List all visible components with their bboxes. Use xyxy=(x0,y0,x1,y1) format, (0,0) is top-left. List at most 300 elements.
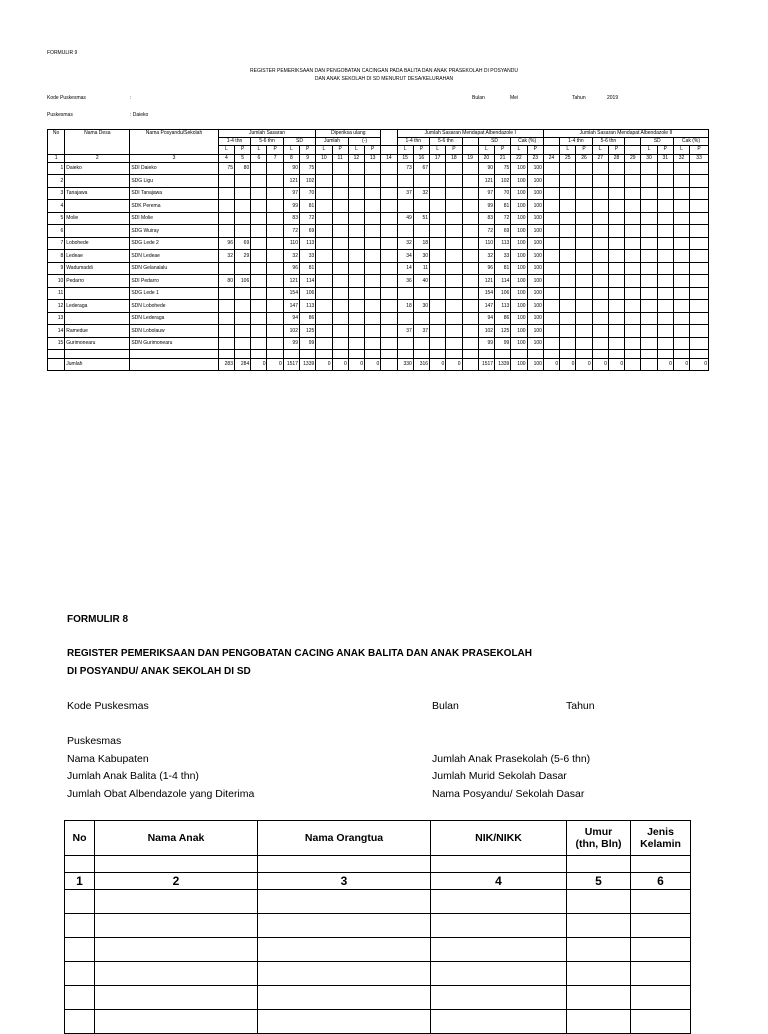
table-cell: 36 xyxy=(397,275,413,288)
table-cell xyxy=(608,162,624,175)
table-cell: 96 xyxy=(218,237,234,250)
table-cell xyxy=(576,275,592,288)
table-cell: 102 xyxy=(299,175,315,188)
table-cell xyxy=(332,250,348,263)
table-cell: 11 xyxy=(413,262,429,275)
table-cell xyxy=(690,237,709,250)
table-cell xyxy=(690,275,709,288)
f8-puskesmas-label: Puskesmas xyxy=(67,735,122,747)
table-cell xyxy=(560,325,576,338)
register-title-line1: REGISTER PEMERIKSAAN DAN PENGOBATAN CACINGAN PADA BALITA DAN ANAK PRASEKOLAH DI POSYANDU xyxy=(250,68,518,74)
table-cell xyxy=(267,300,283,313)
table-cell xyxy=(430,237,446,250)
table-cell xyxy=(560,275,576,288)
table-cell xyxy=(673,212,689,225)
table-cell xyxy=(365,225,381,238)
table-cell: 99 xyxy=(283,337,299,350)
table-cell xyxy=(430,312,446,325)
table-cell: 0 xyxy=(576,358,592,371)
table-cell xyxy=(381,312,397,325)
table-cell xyxy=(608,287,624,300)
table-cell: 0 xyxy=(543,358,559,371)
column-number: 17 xyxy=(430,154,446,162)
table-cell xyxy=(365,300,381,313)
table-cell xyxy=(543,200,559,213)
table-cell xyxy=(592,250,608,263)
table-cell xyxy=(381,187,397,200)
table-cell xyxy=(462,325,478,338)
table-cell xyxy=(316,175,332,188)
table-cell xyxy=(560,250,576,263)
table-cell xyxy=(576,250,592,263)
table-cell: 113 xyxy=(299,300,315,313)
table-cell xyxy=(673,275,689,288)
table-cell xyxy=(267,162,283,175)
table-cell xyxy=(397,287,413,300)
table-cell xyxy=(348,300,364,313)
table-cell xyxy=(267,237,283,250)
table-cell xyxy=(608,337,624,350)
table-cell xyxy=(592,162,608,175)
table-cell xyxy=(560,187,576,200)
table-cell xyxy=(657,162,673,175)
column-number: 14 xyxy=(381,154,397,162)
table-cell xyxy=(446,250,462,263)
table-cell: 100 xyxy=(527,262,543,275)
table-row xyxy=(48,212,709,225)
register-table xyxy=(47,129,709,371)
table-cell xyxy=(690,212,709,225)
table-cell xyxy=(381,337,397,350)
row-number: 9 xyxy=(48,262,65,275)
table-cell xyxy=(625,187,641,200)
table-cell xyxy=(397,225,413,238)
table-cell xyxy=(576,325,592,338)
f8-kabupaten-label: Nama Kabupaten xyxy=(67,753,149,765)
table-cell xyxy=(576,200,592,213)
table-cell xyxy=(365,287,381,300)
table-cell xyxy=(267,337,283,350)
table-cell xyxy=(267,287,283,300)
table-cell xyxy=(673,200,689,213)
table-cell xyxy=(608,262,624,275)
table-cell xyxy=(446,200,462,213)
table-cell: 100 xyxy=(511,337,527,350)
table-cell xyxy=(446,225,462,238)
table-cell xyxy=(348,325,364,338)
column-number: 27 xyxy=(592,154,608,162)
table-cell xyxy=(560,175,576,188)
table-cell: 37 xyxy=(397,325,413,338)
table-cell xyxy=(673,225,689,238)
table-row xyxy=(48,312,709,325)
table-cell: 100 xyxy=(511,250,527,263)
table-cell xyxy=(641,225,657,238)
table-cell xyxy=(543,325,559,338)
table-cell xyxy=(462,262,478,275)
table-cell xyxy=(218,325,234,338)
table-cell: 18 xyxy=(413,237,429,250)
table-cell xyxy=(381,287,397,300)
row-number: 4 xyxy=(48,200,65,213)
column-number: 16 xyxy=(413,154,429,162)
table-cell: 100 xyxy=(511,325,527,338)
row-sekolah: SDG Lede 2 xyxy=(130,237,218,250)
table-cell xyxy=(332,312,348,325)
table-cell xyxy=(251,287,267,300)
table-cell xyxy=(543,162,559,175)
table-cell xyxy=(332,325,348,338)
table-cell: 100 xyxy=(511,312,527,325)
table-cell: 18 xyxy=(397,300,413,313)
total-row xyxy=(48,358,709,371)
table-cell xyxy=(608,312,624,325)
f8-empty-row xyxy=(65,986,691,1010)
row-sekolah: SDN Lobolauw xyxy=(130,325,218,338)
table-cell xyxy=(365,237,381,250)
table-cell: 99 xyxy=(299,337,315,350)
table-row xyxy=(48,325,709,338)
f8-col-jenis-kelamin: Jenis Kelamin xyxy=(631,821,691,856)
table-cell: 100 xyxy=(511,225,527,238)
table-cell xyxy=(576,212,592,225)
table-cell xyxy=(462,300,478,313)
row-sekolah: SDI Pedarro xyxy=(130,275,218,288)
table-cell xyxy=(576,187,592,200)
table-cell xyxy=(218,212,234,225)
table-cell: 100 xyxy=(511,237,527,250)
table-cell xyxy=(462,175,478,188)
table-cell xyxy=(641,337,657,350)
table-cell xyxy=(234,300,250,313)
column-number: 21 xyxy=(495,154,511,162)
column-number: 23 xyxy=(527,154,543,162)
table-cell: 100 xyxy=(511,287,527,300)
table-cell xyxy=(625,225,641,238)
table-cell: 0 xyxy=(592,358,608,371)
table-cell xyxy=(657,325,673,338)
table-cell xyxy=(251,237,267,250)
table-cell xyxy=(576,175,592,188)
table-cell xyxy=(316,225,332,238)
row-desa: Wadumaddi xyxy=(65,262,130,275)
column-number: 7 xyxy=(267,154,283,162)
table-cell xyxy=(673,162,689,175)
table-cell xyxy=(462,225,478,238)
table-cell xyxy=(365,187,381,200)
table-row xyxy=(48,200,709,213)
table-cell xyxy=(608,212,624,225)
table-cell xyxy=(462,162,478,175)
table-cell xyxy=(625,200,641,213)
table-cell xyxy=(673,287,689,300)
table-cell xyxy=(348,312,364,325)
table-cell xyxy=(332,187,348,200)
table-cell xyxy=(316,300,332,313)
table-cell xyxy=(365,325,381,338)
table-cell xyxy=(462,312,478,325)
table-cell xyxy=(234,200,250,213)
table-cell xyxy=(267,175,283,188)
table-cell: 75 xyxy=(218,162,234,175)
table-cell xyxy=(625,212,641,225)
table-cell xyxy=(576,312,592,325)
table-cell xyxy=(446,187,462,200)
table-cell: 32 xyxy=(478,250,494,263)
table-cell: 0 xyxy=(348,358,364,371)
column-number: 19 xyxy=(462,154,478,162)
f8-col-nama-anak: Nama Anak xyxy=(95,821,258,856)
table-cell xyxy=(641,175,657,188)
table-cell xyxy=(251,212,267,225)
column-number: 5 xyxy=(234,154,250,162)
table-row xyxy=(48,175,709,188)
column-number: 4 xyxy=(218,154,234,162)
table-cell xyxy=(657,237,673,250)
row-number: 13 xyxy=(48,312,65,325)
table-cell xyxy=(576,337,592,350)
table-cell xyxy=(251,262,267,275)
table-cell: 97 xyxy=(478,187,494,200)
table-cell xyxy=(608,300,624,313)
table-cell: 121 xyxy=(283,175,299,188)
table-row xyxy=(48,275,709,288)
table-cell: 114 xyxy=(299,275,315,288)
table-cell xyxy=(365,275,381,288)
table-cell xyxy=(673,262,689,275)
table-cell xyxy=(446,300,462,313)
table-cell: 0 xyxy=(560,358,576,371)
table-cell xyxy=(316,275,332,288)
table-cell xyxy=(218,300,234,313)
table-cell xyxy=(316,262,332,275)
table-cell xyxy=(543,225,559,238)
table-cell: 33 xyxy=(495,250,511,263)
bulan-value: Mei xyxy=(510,95,519,101)
table-cell xyxy=(673,175,689,188)
table-cell xyxy=(234,312,250,325)
table-cell xyxy=(430,275,446,288)
table-cell: 106 xyxy=(234,275,250,288)
table-cell: 30 xyxy=(413,300,429,313)
table-cell xyxy=(446,337,462,350)
table-cell xyxy=(641,312,657,325)
table-cell: 1517 xyxy=(283,358,299,371)
table-cell xyxy=(560,200,576,213)
table-cell xyxy=(381,212,397,225)
table-cell: 1339 xyxy=(495,358,511,371)
table-cell xyxy=(690,312,709,325)
col-albendazole2-header: Jumlah Sasaran Mendapat Albendazole II xyxy=(543,130,708,138)
table-cell: 72 xyxy=(495,212,511,225)
table-cell xyxy=(657,287,673,300)
table-cell xyxy=(673,312,689,325)
table-cell: 147 xyxy=(283,300,299,313)
row-desa: Ledeae xyxy=(65,250,130,263)
table-cell xyxy=(365,200,381,213)
table-cell: 100 xyxy=(527,337,543,350)
table-cell xyxy=(641,300,657,313)
table-cell: 83 xyxy=(283,212,299,225)
table-cell: 51 xyxy=(413,212,429,225)
table-cell xyxy=(641,358,657,371)
table-cell xyxy=(446,237,462,250)
table-cell: 99 xyxy=(478,337,494,350)
table-cell xyxy=(592,312,608,325)
row-desa xyxy=(65,200,130,213)
table-cell xyxy=(625,175,641,188)
table-cell xyxy=(673,337,689,350)
table-cell xyxy=(608,250,624,263)
f8-posyandu-label: Nama Posyandu/ Sekolah Dasar xyxy=(432,788,585,800)
table-cell xyxy=(543,275,559,288)
column-number: 31 xyxy=(657,154,673,162)
table-cell: 113 xyxy=(299,237,315,250)
table-cell xyxy=(592,275,608,288)
table-cell xyxy=(332,237,348,250)
table-cell xyxy=(608,187,624,200)
column-number: 20 xyxy=(478,154,494,162)
table-cell: 32 xyxy=(283,250,299,263)
table-cell: 69 xyxy=(299,225,315,238)
table-cell xyxy=(332,337,348,350)
table-cell xyxy=(397,175,413,188)
table-cell: 100 xyxy=(511,275,527,288)
table-cell xyxy=(625,300,641,313)
table-cell: 81 xyxy=(495,262,511,275)
table-cell xyxy=(576,262,592,275)
table-cell xyxy=(592,187,608,200)
table-cell xyxy=(316,200,332,213)
table-cell xyxy=(576,287,592,300)
table-row xyxy=(48,237,709,250)
table-cell xyxy=(251,250,267,263)
table-cell xyxy=(673,250,689,263)
table-cell xyxy=(576,237,592,250)
table-cell xyxy=(690,262,709,275)
table-cell xyxy=(657,200,673,213)
table-cell xyxy=(462,358,478,371)
row-sekolah: SDN Ledeae xyxy=(130,250,218,263)
table-cell xyxy=(348,275,364,288)
column-number: 9 xyxy=(299,154,315,162)
table-cell xyxy=(543,262,559,275)
table-cell xyxy=(413,337,429,350)
table-cell: 100 xyxy=(527,287,543,300)
register-title-line2: DAN ANAK SEKOLAH DI SD MENURUT DESA/KELURAHAN xyxy=(314,76,454,82)
table-cell xyxy=(234,225,250,238)
table-cell xyxy=(430,250,446,263)
col-no-header: No xyxy=(48,130,65,138)
column-number: 24 xyxy=(543,154,559,162)
table-cell: 100 xyxy=(527,175,543,188)
table-cell: 316 xyxy=(413,358,429,371)
table-cell xyxy=(267,312,283,325)
table-cell xyxy=(625,287,641,300)
table-cell xyxy=(332,200,348,213)
table-cell: 283 xyxy=(218,358,234,371)
table-cell xyxy=(608,275,624,288)
table-cell xyxy=(641,237,657,250)
table-cell: 67 xyxy=(413,162,429,175)
column-number: 28 xyxy=(608,154,624,162)
table-cell xyxy=(365,250,381,263)
table-cell xyxy=(592,325,608,338)
table-cell xyxy=(446,262,462,275)
row-desa: Tanajawa xyxy=(65,187,130,200)
row-desa xyxy=(65,225,130,238)
table-cell: 100 xyxy=(511,175,527,188)
table-cell: 90 xyxy=(283,162,299,175)
table-cell: 99 xyxy=(495,337,511,350)
table-cell: 32 xyxy=(397,237,413,250)
row-desa xyxy=(65,175,130,188)
table-cell xyxy=(365,175,381,188)
table-cell xyxy=(690,175,709,188)
table-cell xyxy=(690,225,709,238)
table-cell xyxy=(657,312,673,325)
table-cell xyxy=(462,275,478,288)
row-sekolah: SDG Wuiray xyxy=(130,225,218,238)
row-desa: Daieko xyxy=(65,162,130,175)
table-cell: 110 xyxy=(283,237,299,250)
table-cell xyxy=(430,187,446,200)
table-cell xyxy=(413,175,429,188)
table-cell xyxy=(446,287,462,300)
table-cell: 100 xyxy=(511,358,527,371)
f8-bulan-label: Bulan xyxy=(432,700,459,712)
table-cell: 75 xyxy=(299,162,315,175)
table-cell xyxy=(218,187,234,200)
f8-empty-row xyxy=(65,914,691,938)
table-cell xyxy=(641,325,657,338)
table-cell xyxy=(608,325,624,338)
table-cell: 34 xyxy=(397,250,413,263)
table-cell xyxy=(625,262,641,275)
tahun-label: Tahun xyxy=(572,95,586,101)
table-cell xyxy=(657,300,673,313)
table-cell xyxy=(690,300,709,313)
table-cell xyxy=(365,337,381,350)
column-number: 1 xyxy=(48,154,65,162)
f8-empty-row xyxy=(65,962,691,986)
table-cell xyxy=(576,225,592,238)
f8-prasekolah-label: Jumlah Anak Prasekolah (5-6 thn) xyxy=(432,753,591,765)
table-cell xyxy=(690,187,709,200)
table-cell xyxy=(690,250,709,263)
table-cell: 0 xyxy=(430,358,446,371)
table-cell xyxy=(218,262,234,275)
table-cell xyxy=(348,187,364,200)
row-sekolah: SDI Molie xyxy=(130,212,218,225)
column-number: 30 xyxy=(641,154,657,162)
table-cell xyxy=(251,162,267,175)
table-cell: 97 xyxy=(283,187,299,200)
row-number: 12 xyxy=(48,300,65,313)
f8-empty-row xyxy=(65,890,691,914)
table-cell xyxy=(657,187,673,200)
table-cell: 72 xyxy=(283,225,299,238)
table-cell xyxy=(430,212,446,225)
table-cell: 100 xyxy=(527,358,543,371)
table-cell: 96 xyxy=(478,262,494,275)
table-cell xyxy=(251,187,267,200)
column-number: 2 xyxy=(65,154,130,162)
table-cell: 0 xyxy=(608,358,624,371)
table-cell xyxy=(690,325,709,338)
table-cell xyxy=(673,187,689,200)
table-cell xyxy=(332,262,348,275)
